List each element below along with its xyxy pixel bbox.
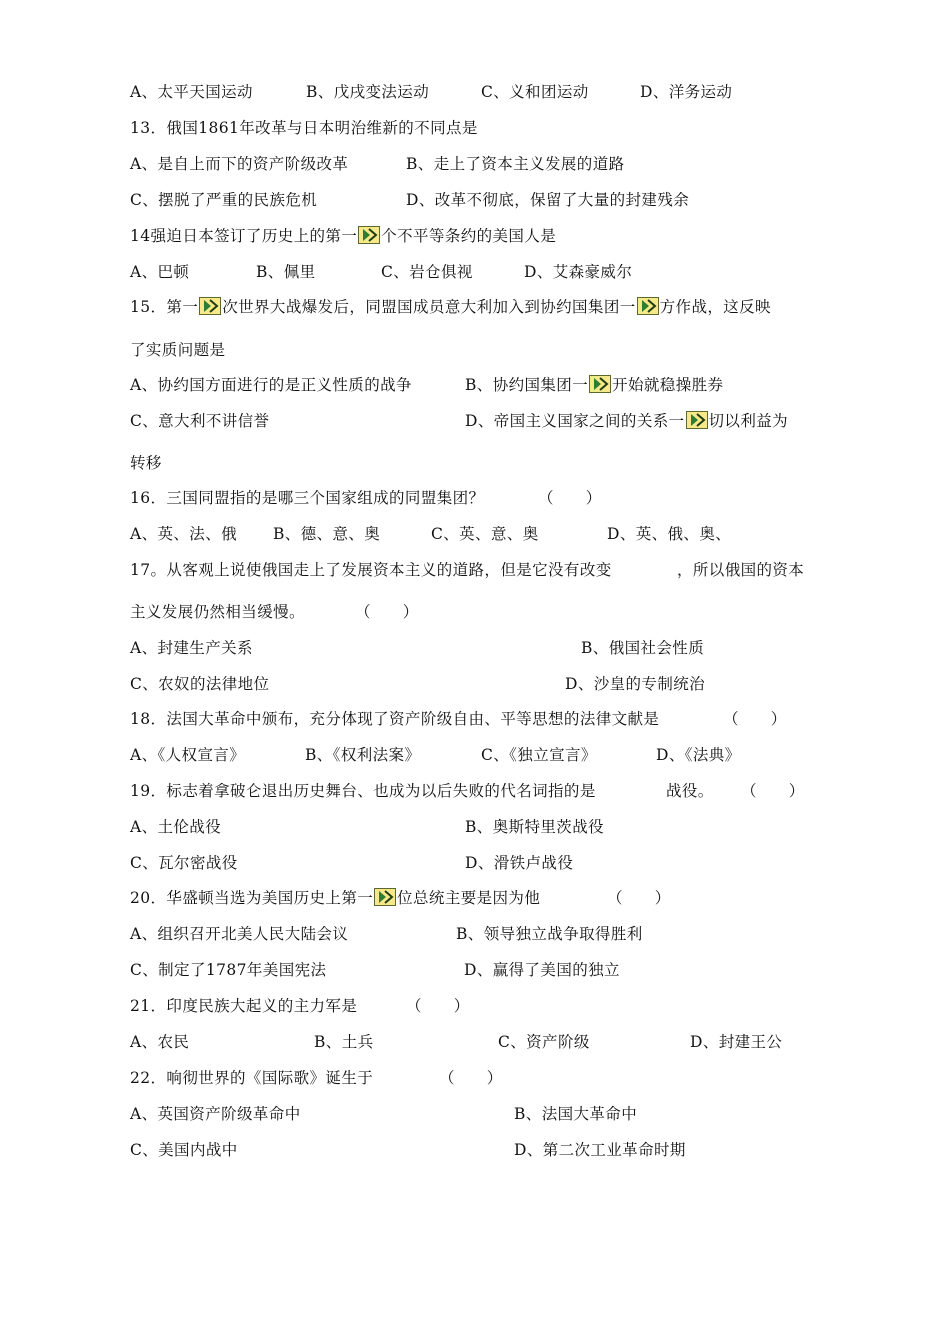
q20-stem-part1: 20．华盛顿当选为美国历史上第一 (130, 889, 374, 907)
q17-option-c: C、农奴的法律地位 (130, 675, 270, 693)
q15-option-d-part3: 转移 (130, 454, 162, 472)
q21-option-c: C、资产阶级 (498, 1033, 590, 1051)
q14-stem-part1: 14强迫日本签订了历史上的第一 (130, 227, 358, 245)
q15-option-c: C、意大利不讲信誉 (130, 412, 270, 430)
q21-option-b: B、土兵 (314, 1033, 374, 1051)
q15-stem-part1: 15．第一 (130, 298, 199, 316)
q17-option-b: B、俄国社会性质 (581, 639, 705, 657)
q16-option-a: A、英、法、俄 (130, 525, 237, 543)
q15-option-a: A、协约国方面进行的是正义性质的战争 (130, 376, 412, 394)
q19-answer-blank: （ ） (741, 782, 805, 800)
q16-answer-blank: （ ） (538, 489, 602, 507)
q22-option-a: A、英国资产阶级革命中 (130, 1105, 301, 1123)
q21-answer-blank: （ ） (406, 997, 470, 1015)
q15-option-b-part1: B、协约国集团一 (465, 376, 589, 394)
q22-option-d: D、第二次工业革命时期 (514, 1141, 686, 1159)
q14-stem (130, 225, 556, 247)
q12-option-b: B、戊戌变法运动 (306, 83, 430, 101)
q17-stem-part1: 17。从客观上说使俄国走上了发展资本主义的道路，但是它没有改变 (130, 561, 612, 579)
q19-option-c: C、瓦尔密战役 (130, 854, 238, 872)
q22-answer-blank: （ ） (439, 1069, 503, 1087)
q15-option-d-part2: 切以利益为 (708, 412, 789, 430)
q22-option-b: B、法国大革命中 (514, 1105, 638, 1123)
q14-option-b: B、佩里 (256, 263, 316, 281)
q12-option-d: D、洋务运动 (640, 83, 733, 101)
q13-option-a: A、是自上而下的资产阶级改革 (130, 155, 349, 173)
q17-stem-part2: ，所以俄国的资本 (677, 561, 805, 579)
q16-option-c: C、英、意、奥 (431, 525, 539, 543)
q15-stem-part3: 方作战，这反映 (659, 298, 771, 316)
q15-stem (130, 296, 771, 318)
q14-stem-part2: 个不平等条约的美国人是 (381, 227, 557, 245)
q13-option-d: D、改革不彻底，保留了大量的封建残余 (406, 191, 690, 209)
q13-option-c: C、摆脱了严重的民族危机 (130, 191, 318, 209)
q18-option-d: D、《法典》 (656, 746, 741, 764)
q19-option-b: B、奥斯特里茨战役 (465, 818, 604, 836)
q12-option-c: C、义和团运动 (481, 83, 589, 101)
q20-stem-part2: 位总统主要是因为他 (397, 889, 541, 907)
q14-option-a: A、巴顿 (130, 263, 190, 281)
bookmark-note-icon (686, 411, 708, 429)
q15-option-b (465, 374, 723, 396)
q21-option-d: D、封建王公 (690, 1033, 783, 1051)
q22-stem: 22．响彻世界的《国际歌》诞生于 (130, 1069, 374, 1087)
q12-option-a: A、太平天国运动 (130, 83, 253, 101)
q15-stem-part4: 了实质问题是 (130, 341, 226, 359)
q17-option-d: D、沙皇的专制统治 (565, 675, 706, 693)
q15-option-b-part2: 开始就稳操胜券 (612, 376, 724, 394)
bookmark-note-icon (374, 888, 396, 906)
q22-option-c: C、美国内战中 (130, 1141, 238, 1159)
q20-answer-blank: （ ） (607, 889, 671, 907)
q16-option-d: D、英、俄、奥、 (607, 525, 732, 543)
q15-stem-part2: 次世界大战爆发后，同盟国成员意大利加入到协约国集团一 (222, 298, 636, 316)
bookmark-note-icon (637, 297, 659, 315)
q20-option-c: C、制定了1787年美国宪法 (130, 961, 327, 979)
bookmark-note-icon (199, 297, 221, 315)
q19-stem-part2: 战役。 (666, 782, 714, 800)
q14-option-d: D、艾森豪威尔 (524, 263, 633, 281)
q13-stem: 13．俄国1861年改革与日本明治维新的不同点是 (130, 119, 478, 137)
q13-option-b: B、走上了资本主义发展的道路 (406, 155, 625, 173)
q18-option-c: C、《独立宣言》 (481, 746, 597, 764)
q20-stem (130, 887, 540, 909)
q16-stem: 16．三国同盟指的是哪三个国家组成的同盟集团？ (130, 489, 485, 507)
q14-option-c: C、岩仓俱视 (381, 263, 473, 281)
bookmark-note-icon (358, 226, 380, 244)
q21-stem: 21．印度民族大起义的主力军是 (130, 997, 358, 1015)
q20-option-d: D、赢得了美国的独立 (464, 961, 620, 979)
q18-stem: 18．法国大革命中颁布，充分体现了资产阶级自由、平等思想的法律文献是 (130, 710, 660, 728)
bookmark-note-icon (589, 375, 611, 393)
q20-option-b: B、领导独立战争取得胜利 (456, 925, 643, 943)
q19-option-d: D、滑铁卢战役 (465, 854, 574, 872)
q17-answer-blank: （ ） (355, 603, 419, 621)
q17-stem-part3: 主义发展仍然相当缓慢。 (130, 603, 305, 621)
q19-option-a: A、土伦战役 (130, 818, 222, 836)
q16-option-b: B、德、意、奥 (273, 525, 381, 543)
q17-option-a: A、封建生产关系 (130, 639, 253, 657)
q18-option-b: B、《权利法案》 (305, 746, 421, 764)
q18-answer-blank: （ ） (723, 710, 787, 728)
q15-option-d (465, 410, 788, 432)
q15-option-d-part1: D、帝国主义国家之间的关系一 (465, 412, 685, 430)
q21-option-a: A、农民 (130, 1033, 190, 1051)
q19-stem: 19．标志着拿破仑退出历史舞台、也成为以后失败的代名词指的是 (130, 782, 596, 800)
q20-option-a: A、组织召开北美人民大陆会议 (130, 925, 349, 943)
q18-option-a: A、《人权宣言》 (130, 746, 246, 764)
